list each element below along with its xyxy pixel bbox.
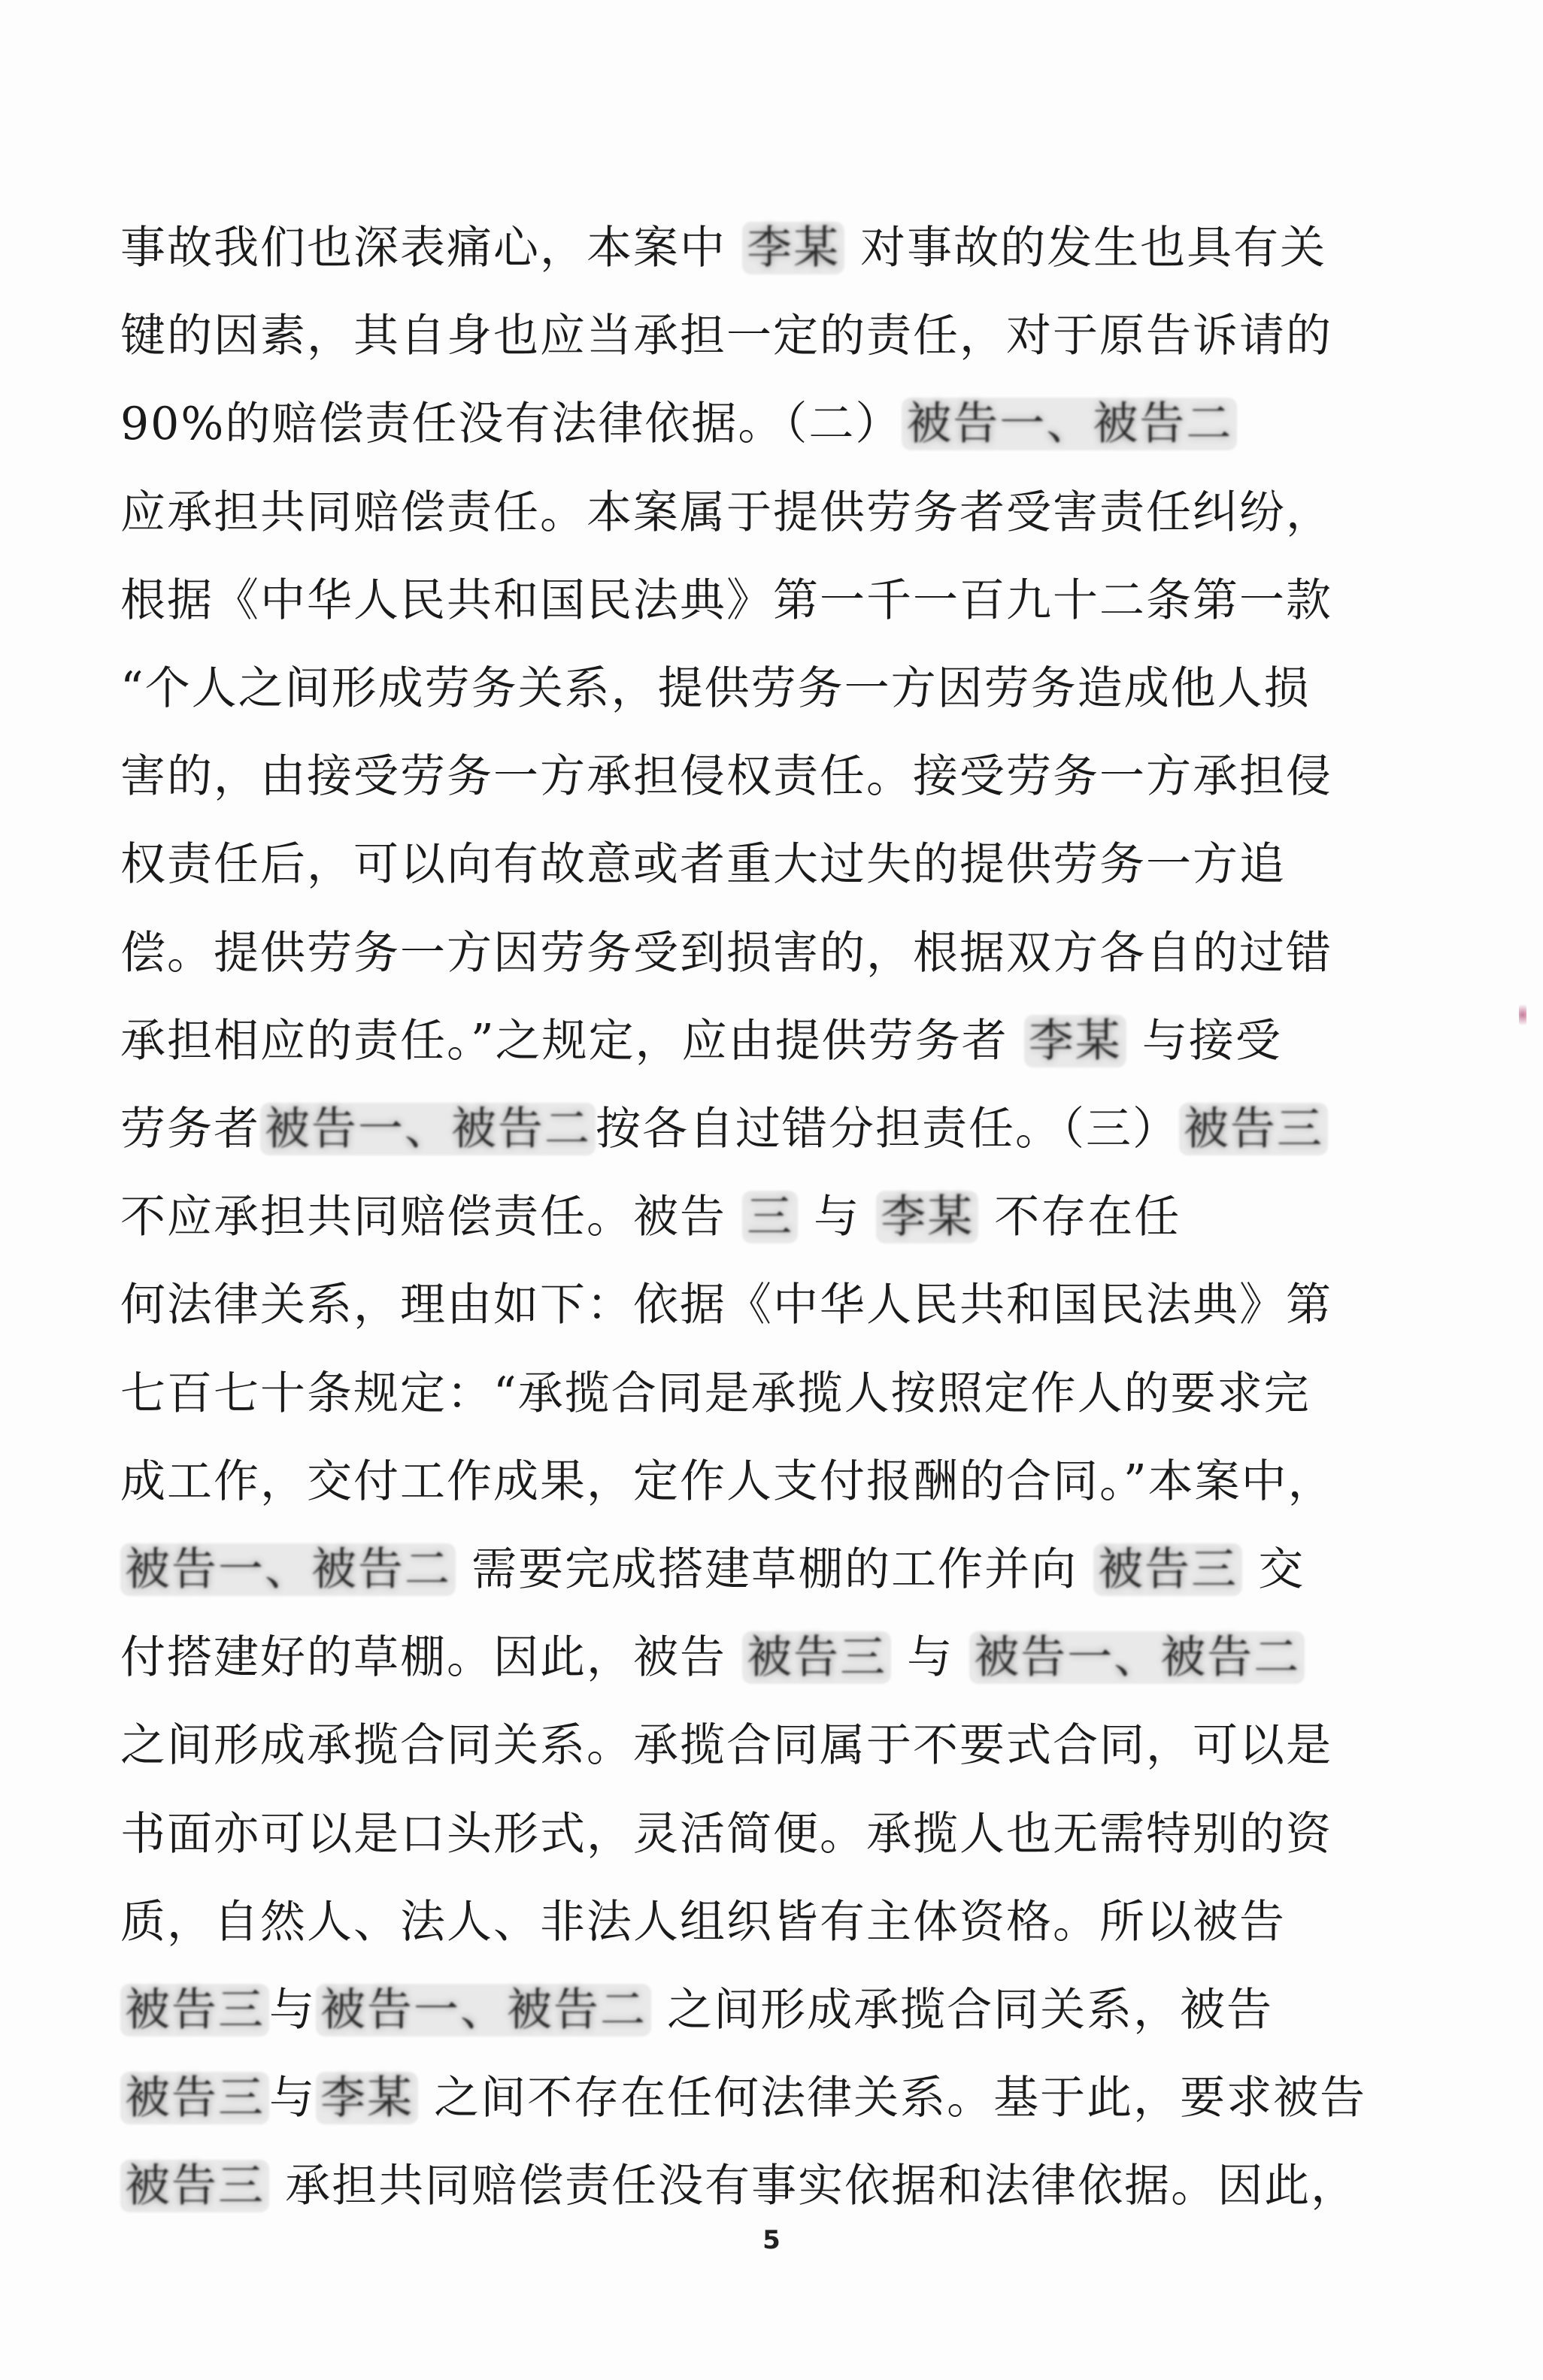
redacted-name: 被告三 <box>120 2160 269 2212</box>
text-line <box>120 1536 1305 1603</box>
text-segment: 交 <box>1242 1543 1305 1596</box>
text-segment: 之间形成承揽合同关系，被告 <box>651 1984 1274 2036</box>
text-line <box>120 1448 1335 1516</box>
redacted-name: 李某 <box>1024 1015 1126 1067</box>
scan-mark <box>1519 1000 1526 1030</box>
text-segment: 书面亦可以是口头形式，灵活简便。承揽人也无需特别的资 <box>120 1807 1332 1861</box>
text-segment: 害的，由接受劳务一方承担侵权责任。接受劳务一方承担侵 <box>120 750 1332 804</box>
text-segment: 承担共同赔偿责任没有事实依据和法律依据。因此， <box>269 2160 1358 2213</box>
text-segment: 偿。提供劳务一方因劳务受到损害的，根据双方各自的过错 <box>120 926 1332 980</box>
text-segment: 不应承担共同赔偿责任。被告 <box>120 1191 743 1244</box>
text-line <box>120 390 1293 458</box>
text-line <box>120 214 1327 282</box>
text-segment: 何法律关系，理由如下：依据《中华人民共和国民法典》第 <box>120 1279 1332 1332</box>
text-segment: “个人之间形成劳务关系，提供劳务一方因劳务造成他人损 <box>120 662 1311 715</box>
redacted-name: 被告三 <box>1093 1543 1242 1596</box>
redacted-name: 被告一、被告二 <box>120 1543 456 1596</box>
text-segment: 根据《中华人民共和国民法典》第一千一百九十二条第一款 <box>120 574 1332 627</box>
text-segment: 90%的赔偿责任没有法律依据。（二） <box>120 398 902 451</box>
text-line <box>120 1624 1301 1691</box>
redacted-name: 李某 <box>742 222 844 274</box>
text-line <box>120 1712 1332 1779</box>
text-line <box>120 1183 1293 1251</box>
text-line <box>120 479 1332 547</box>
text-segment: 与 <box>891 1631 970 1685</box>
text-line <box>120 302 1332 370</box>
text-segment: 事故我们也深表痛心，本案中 <box>120 222 743 274</box>
text-line <box>120 567 1332 634</box>
text-segment: 质，自然人、法人、非法人组织皆有主体资格。所以被告 <box>120 1895 1286 1949</box>
text-line <box>120 2064 1367 2132</box>
text-segment: 与 <box>269 1984 316 2036</box>
text-segment: 与 <box>798 1191 877 1244</box>
redacted-name: 被告一、被告二 <box>969 1631 1305 1684</box>
text-segment: 之间不存在任何法律关系。基于此，要求被告 <box>418 2072 1367 2125</box>
redacted-name: 三 <box>742 1191 798 1243</box>
text-segment: 对事故的发生也具有关 <box>844 222 1327 274</box>
text-segment: 之间形成承揽合同关系。承揽合同属于不要式合同，可以是 <box>120 1719 1332 1773</box>
text-segment: 成工作，交付工作成果，定作人支付报酬的合同。”本案中， <box>120 1455 1335 1508</box>
redacted-name: 李某 <box>876 1191 978 1243</box>
text-line <box>120 1360 1311 1428</box>
redacted-name: 被告一、被告二 <box>260 1103 596 1155</box>
text-segment: 权责任后，可以向有故意或者重大过失的提供劳务一方追 <box>120 838 1286 892</box>
text-line <box>120 655 1311 722</box>
text-line <box>120 2152 1358 2220</box>
redacted-name: 被告三 <box>120 1984 269 2036</box>
redacted-name: 被告一、被告二 <box>902 398 1237 450</box>
text-segment: 应承担共同赔偿责任。本案属于提供劳务者受害责任纠纷， <box>120 486 1332 539</box>
text-segment: 付搭建好的草棚。因此，被告 <box>120 1631 743 1685</box>
text-segment: 不存在任 <box>978 1191 1181 1244</box>
text-line <box>120 1800 1332 1868</box>
text-segment: 按各自过错分担责任。（三） <box>596 1103 1179 1155</box>
text-segment: 与接受 <box>1126 1014 1282 1067</box>
redacted-name: 被告三 <box>120 2072 269 2124</box>
text-segment: 劳务者 <box>120 1103 260 1155</box>
text-segment: 键的因素，其自身也应当承担一定的责任，对于原告诉请的 <box>120 310 1332 363</box>
redacted-name: 被告一、被告二 <box>316 1984 651 2036</box>
redacted-name: 被告三 <box>742 1631 891 1684</box>
text-line <box>120 1271 1332 1339</box>
text-segment: 七百七十条规定：“承揽合同是承揽人按照定作人的要求完 <box>120 1367 1311 1420</box>
page-number: 5 <box>762 2225 781 2255</box>
redacted-name: 李某 <box>316 2072 418 2124</box>
text-segment: 承担相应的责任。”之规定，应由提供劳务者 <box>120 1014 1024 1067</box>
redacted-name: 被告三 <box>1179 1103 1328 1155</box>
text-segment: 需要完成搭建草棚的工作并向 <box>456 1543 1094 1596</box>
text-line <box>120 1888 1293 1956</box>
text-line <box>120 1976 1293 2044</box>
text-line <box>120 1095 1323 1163</box>
text-line <box>120 831 1293 898</box>
text-line <box>120 743 1332 810</box>
text-segment: 与 <box>269 2072 316 2125</box>
text-line <box>120 1007 1293 1075</box>
text-line <box>120 919 1332 987</box>
